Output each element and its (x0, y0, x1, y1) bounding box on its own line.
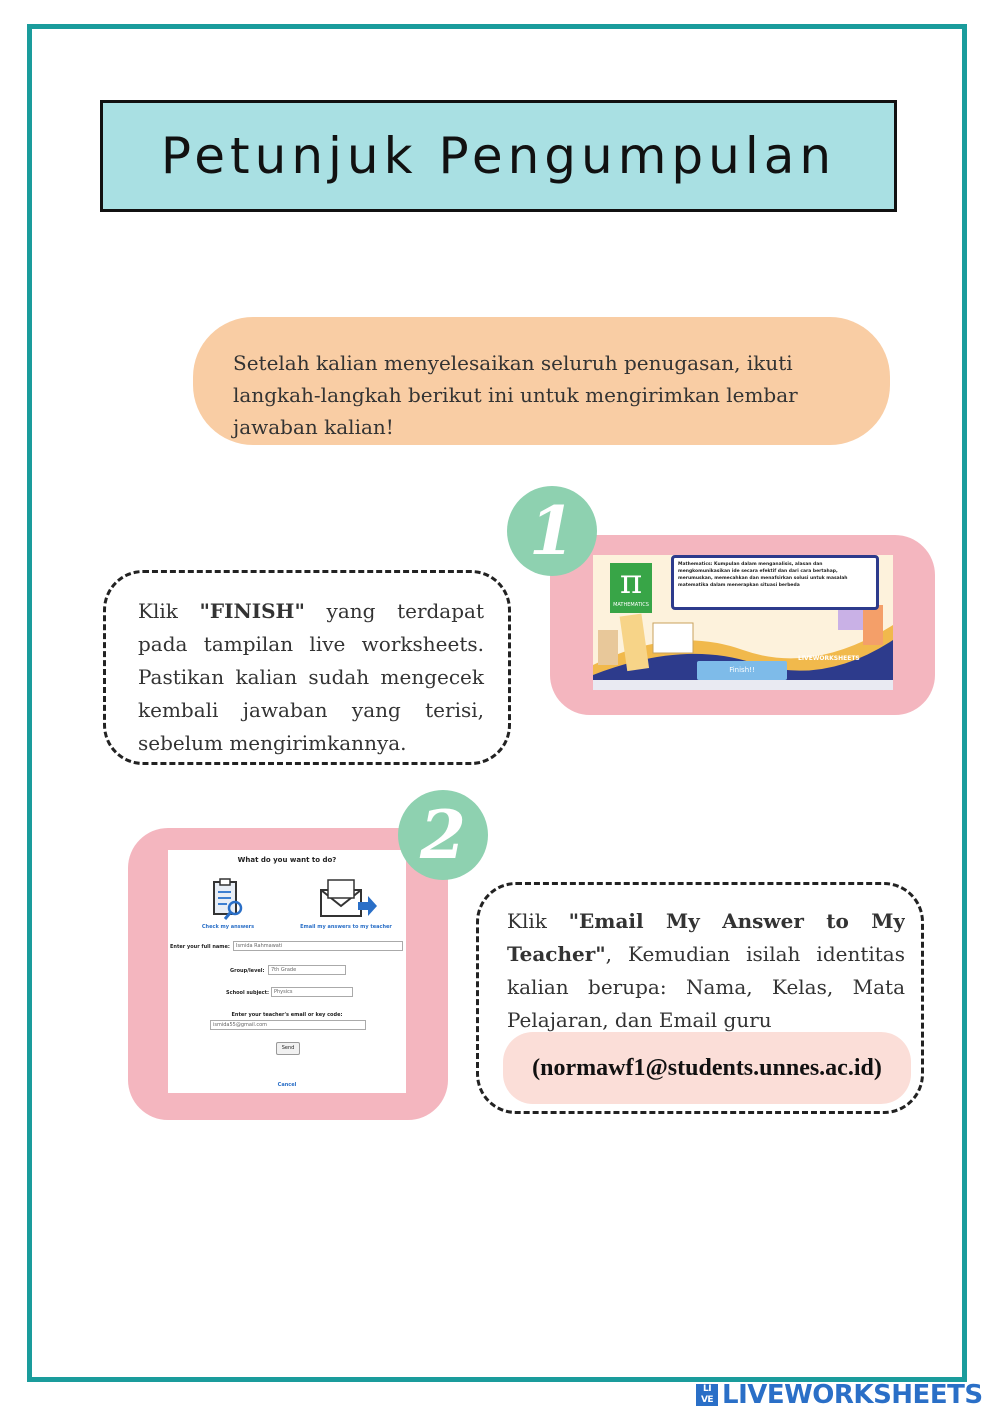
dialog-heading: What do you want to do? (237, 856, 337, 864)
subject-label: School subject: (226, 990, 270, 996)
screenshot-brand: LIVEWORKSHEETS (798, 655, 860, 662)
step2-number-badge: 2 (398, 790, 488, 880)
step1-instruction-box (103, 570, 511, 765)
finish-button[interactable]: Finish!! (697, 661, 787, 680)
teacher-email-input[interactable]: ismida55@gmail.com (210, 1020, 366, 1030)
liveworksheets-wordmark: LIVEWORKSHEETS (722, 1380, 983, 1410)
check-answers-link[interactable]: Check my answers (201, 924, 255, 930)
group-label: Group/level: (230, 968, 265, 974)
step2-instruction: Klik "Email My Answer to My Teacher", Kemudian isilah identitas kalian berupa: Nama, Kelas, Mata Pelajaran, dan Email guru (507, 909, 905, 1032)
subject-input[interactable]: Physics (271, 987, 353, 997)
intro-note: Setelah kalian menyelesaikan seluruh penugasan, ikuti langkah-langkah berikut ini untuk mengirimkan lembar jawaban kalian! (193, 317, 890, 445)
title-banner (100, 100, 897, 212)
finish-keyword: "FINISH" (199, 599, 305, 623)
step1-instruction: Klik "FINISH" yang terdapat pada tampilan live worksheets. Pastikan kalian sudah mengecek kembali jawaban yang terisi, sebelum mengirimkannya. (138, 599, 484, 755)
mathematics-logo (610, 563, 652, 613)
logo-caption: MATHEMATICS (613, 602, 649, 608)
email-answers-link[interactable]: Email my answers to my teacher (300, 924, 392, 930)
email-envelope-icon (318, 876, 378, 920)
clipboard-magnifier-icon (211, 878, 245, 922)
liveworksheets-logo-icon: LI VE (696, 1384, 718, 1406)
pi-icon: π (619, 562, 643, 602)
send-button[interactable]: Send (276, 1042, 300, 1055)
subject-description: Mathematics: Kumpulan dalam menganalisis, alasan dan mengkomunikasikan ide secara efektif dan dari cara bertahap, merumuskan, memecahkan dan menafsirkan solusi untuk masalah matematika dalam menerapkan situasi berbeda (671, 555, 879, 610)
group-input[interactable]: 7th Grade (268, 965, 346, 975)
full-name-input[interactable]: Ismida Rahmawati (233, 941, 403, 951)
teacher-email-label: Enter your teacher's email or key code: (231, 1012, 343, 1018)
email-button-keyword: "Email My Answer to My Teacher" (507, 909, 905, 966)
step2-dialog-screenshot (168, 850, 406, 1093)
liveworksheets-logo (696, 1380, 983, 1410)
step1-number-badge: 1 (507, 486, 597, 576)
cancel-link[interactable]: Cancel (277, 1082, 297, 1088)
full-name-label: Enter your full name: (170, 944, 230, 950)
teacher-email-address: (normawf1@students.unnes.ac.id) (503, 1032, 911, 1104)
page-title: Petunjuk Pengumpulan (160, 127, 837, 185)
